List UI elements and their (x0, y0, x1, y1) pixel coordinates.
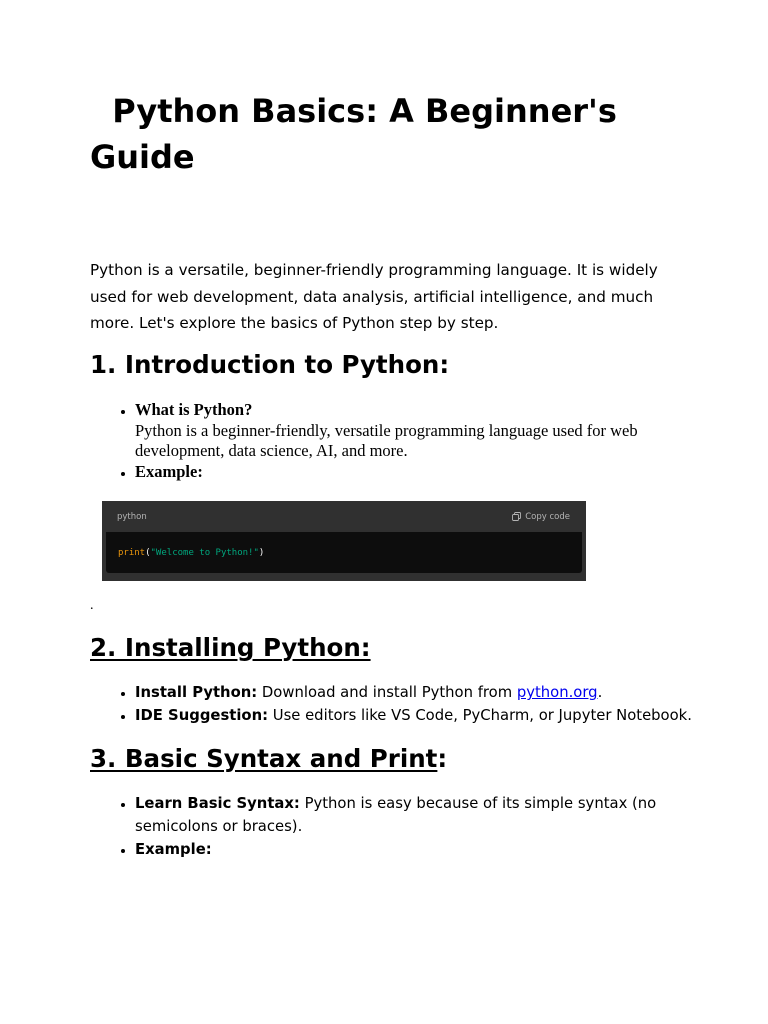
copy-icon (512, 512, 521, 521)
list-item-label: Example: (135, 841, 212, 858)
code-string-token: "Welcome to Python!" (150, 547, 259, 558)
introduction-list (90, 400, 725, 482)
list-item-label: What is Python? (135, 400, 253, 419)
list-item-label: Install Python: (135, 684, 258, 701)
section-heading-text: 2. Installing Python: (90, 633, 371, 662)
section-heading-suffix: : (437, 744, 448, 773)
list-item-suffix: . (597, 684, 603, 701)
list-item-text: Python is a beginner-friendly, versatile programming language used for web development, data science, AI, and more. (135, 420, 638, 460)
section-heading-introduction: 1. Introduction to Python: (90, 350, 450, 379)
list-item (135, 462, 725, 483)
installing-list (90, 681, 725, 727)
code-paren-close: ) (258, 547, 265, 558)
list-item-label: IDE Suggestion: (135, 707, 269, 724)
list-item (135, 681, 725, 704)
code-header (106, 501, 582, 532)
code-language-label: python (117, 511, 147, 522)
syntax-list (90, 792, 725, 861)
intro-paragraph: Python is a versatile, beginner-friendly programming language. It is widely used for web development, data analysis, artificial intelligence, and much more. Let's explore the basics of Python step by step. (90, 261, 658, 332)
code-block (102, 501, 586, 581)
list-item-label: Example: (135, 461, 203, 481)
list-item-text: Use editors like VS Code, PyCharm, or Jupyter Notebook. (268, 707, 692, 724)
stray-period: . (90, 598, 94, 613)
list-item-text: Download and install Python from (257, 684, 517, 701)
section-heading-installing (90, 633, 371, 663)
code-paren-open: ( (145, 547, 151, 558)
list-item (135, 792, 725, 838)
code-content[interactable] (106, 532, 582, 573)
page-title: Python Basics: A Beginner's Guide (90, 92, 629, 176)
list-item (135, 838, 725, 861)
copy-code-button[interactable] (512, 512, 570, 522)
python-org-link[interactable]: python.org (516, 684, 598, 701)
copy-code-label: Copy code (525, 511, 570, 522)
section-heading-syntax (90, 744, 447, 774)
list-item-label: Learn Basic Syntax: (135, 795, 300, 812)
list-item (135, 704, 725, 727)
code-function-token: print (118, 547, 146, 558)
section-heading-text: 3. Basic Syntax and Print (90, 744, 438, 773)
list-item (135, 400, 725, 462)
list-item-text: Python is easy because of its simple syntax (no semicolons or braces). (135, 795, 657, 835)
